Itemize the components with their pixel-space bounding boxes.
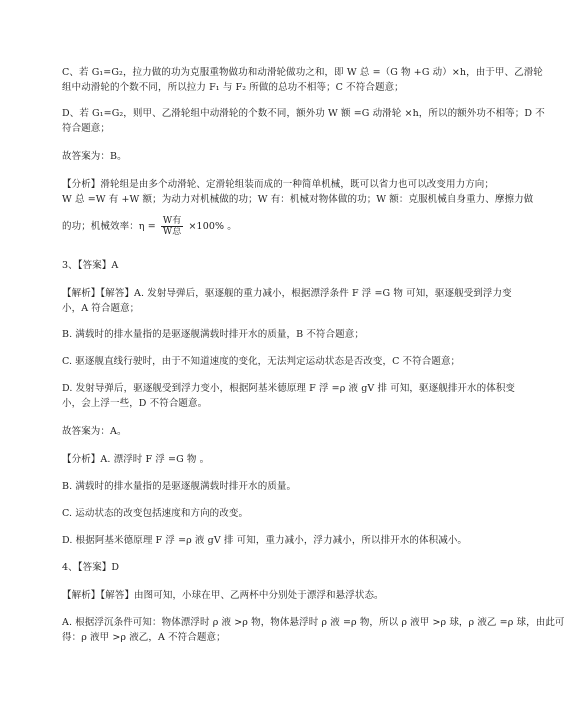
text-line: D. 根据阿基米德原理 F 浮 =ρ 液 gV 排 可知，重力减小，浮力减小，所以排开水的体积减小。 <box>62 535 468 546</box>
text-line: 3、【答案】A <box>62 260 119 271</box>
efficiency-formula-line <box>62 216 237 237</box>
text-line: 故答案为：A。 <box>62 426 127 437</box>
text-line: 【分析】A. 漂浮时 F 浮 =G 物 。 <box>62 454 210 465</box>
text-line: B. 满载时的排水量指的是驱逐舰满载时排开水的质量，B 不符合题意； <box>62 329 364 340</box>
text-line: W 总 =W 有 +W 额；为动力对机械做的功；W 有：机械对物体做的功；W 额：克服机械自身重力、摩擦力做 <box>62 194 534 205</box>
formula-suffix: ×100% 。 <box>188 221 237 232</box>
text-line: B. 满载时的排水量指的是驱逐舰满载时排开水的质量。 <box>62 481 297 492</box>
efficiency-fraction <box>161 216 183 237</box>
text-line: 组中动滑轮的个数不同，所以拉力 F₁ 与 F₂ 所做的总功不相等；C 不符合题意； <box>62 82 404 93</box>
text-line: 4、【答案】D <box>62 562 120 573</box>
text-line: 得：ρ 液甲 >ρ 液乙，A 不符合题意； <box>62 632 226 643</box>
text-line: 小，会上浮一些，D 不符合题意。 <box>62 398 208 409</box>
text-line: D. 发射导弹后，驱逐舰受到浮力变小，根据阿基米德原理 F 浮 =ρ 液 gV 排 可知，驱逐舰排开水的体积变 <box>62 383 516 394</box>
text-line: C、若 G₁=G₂，拉力做的功为克服重物做功和动滑轮做功之和，即 W 总 =（G 物 +G 动）×h，由于甲、乙滑轮 <box>62 67 543 78</box>
fraction-numerator: W有 <box>162 216 182 226</box>
text-line: 符合题意； <box>62 123 111 134</box>
text-line: 【解析】【解答】由图可知，小球在甲、乙两杯中分别处于漂浮和悬浮状态。 <box>62 590 384 601</box>
text-line: 【分析】滑轮组是由多个动滑轮、定滑轮组装而成的一种简单机械，既可以省力也可以改变用力方向； <box>62 179 495 190</box>
text-line: 小，A 符合题意； <box>62 303 140 314</box>
text-line: 故答案为：B。 <box>62 151 127 162</box>
fraction-denominator: W总 <box>162 227 182 237</box>
text-line: D、若 G₁=G₂，则甲、乙滑轮组中动滑轮的个数不同，额外功 W 额 =G 动滑轮 ×h，所以的额外功不相等；D 不 <box>62 108 545 119</box>
formula-prefix: 的功；机械效率：η = <box>62 221 156 232</box>
text-line: A. 根据浮沉条件可知：物体漂浮时 ρ 液 >ρ 物，物体悬浮时 ρ 液 =ρ 物，所以 ρ 液甲 >ρ 球，ρ 液乙 =ρ 球，由此可 <box>62 617 565 628</box>
text-line: C. 运动状态的改变包括速度和方向的改变。 <box>62 508 249 519</box>
text-line: C. 驱逐舰直线行驶时，由于不知道速度的变化，无法判定运动状态是否改变，C 不符合题意； <box>62 356 461 367</box>
text-line: 【解析】【解答】A. 发射导弹后，驱逐舰的重力减小，根据漂浮条件 F 浮 =G 物 可知，驱逐舰受到浮力变 <box>62 288 512 299</box>
